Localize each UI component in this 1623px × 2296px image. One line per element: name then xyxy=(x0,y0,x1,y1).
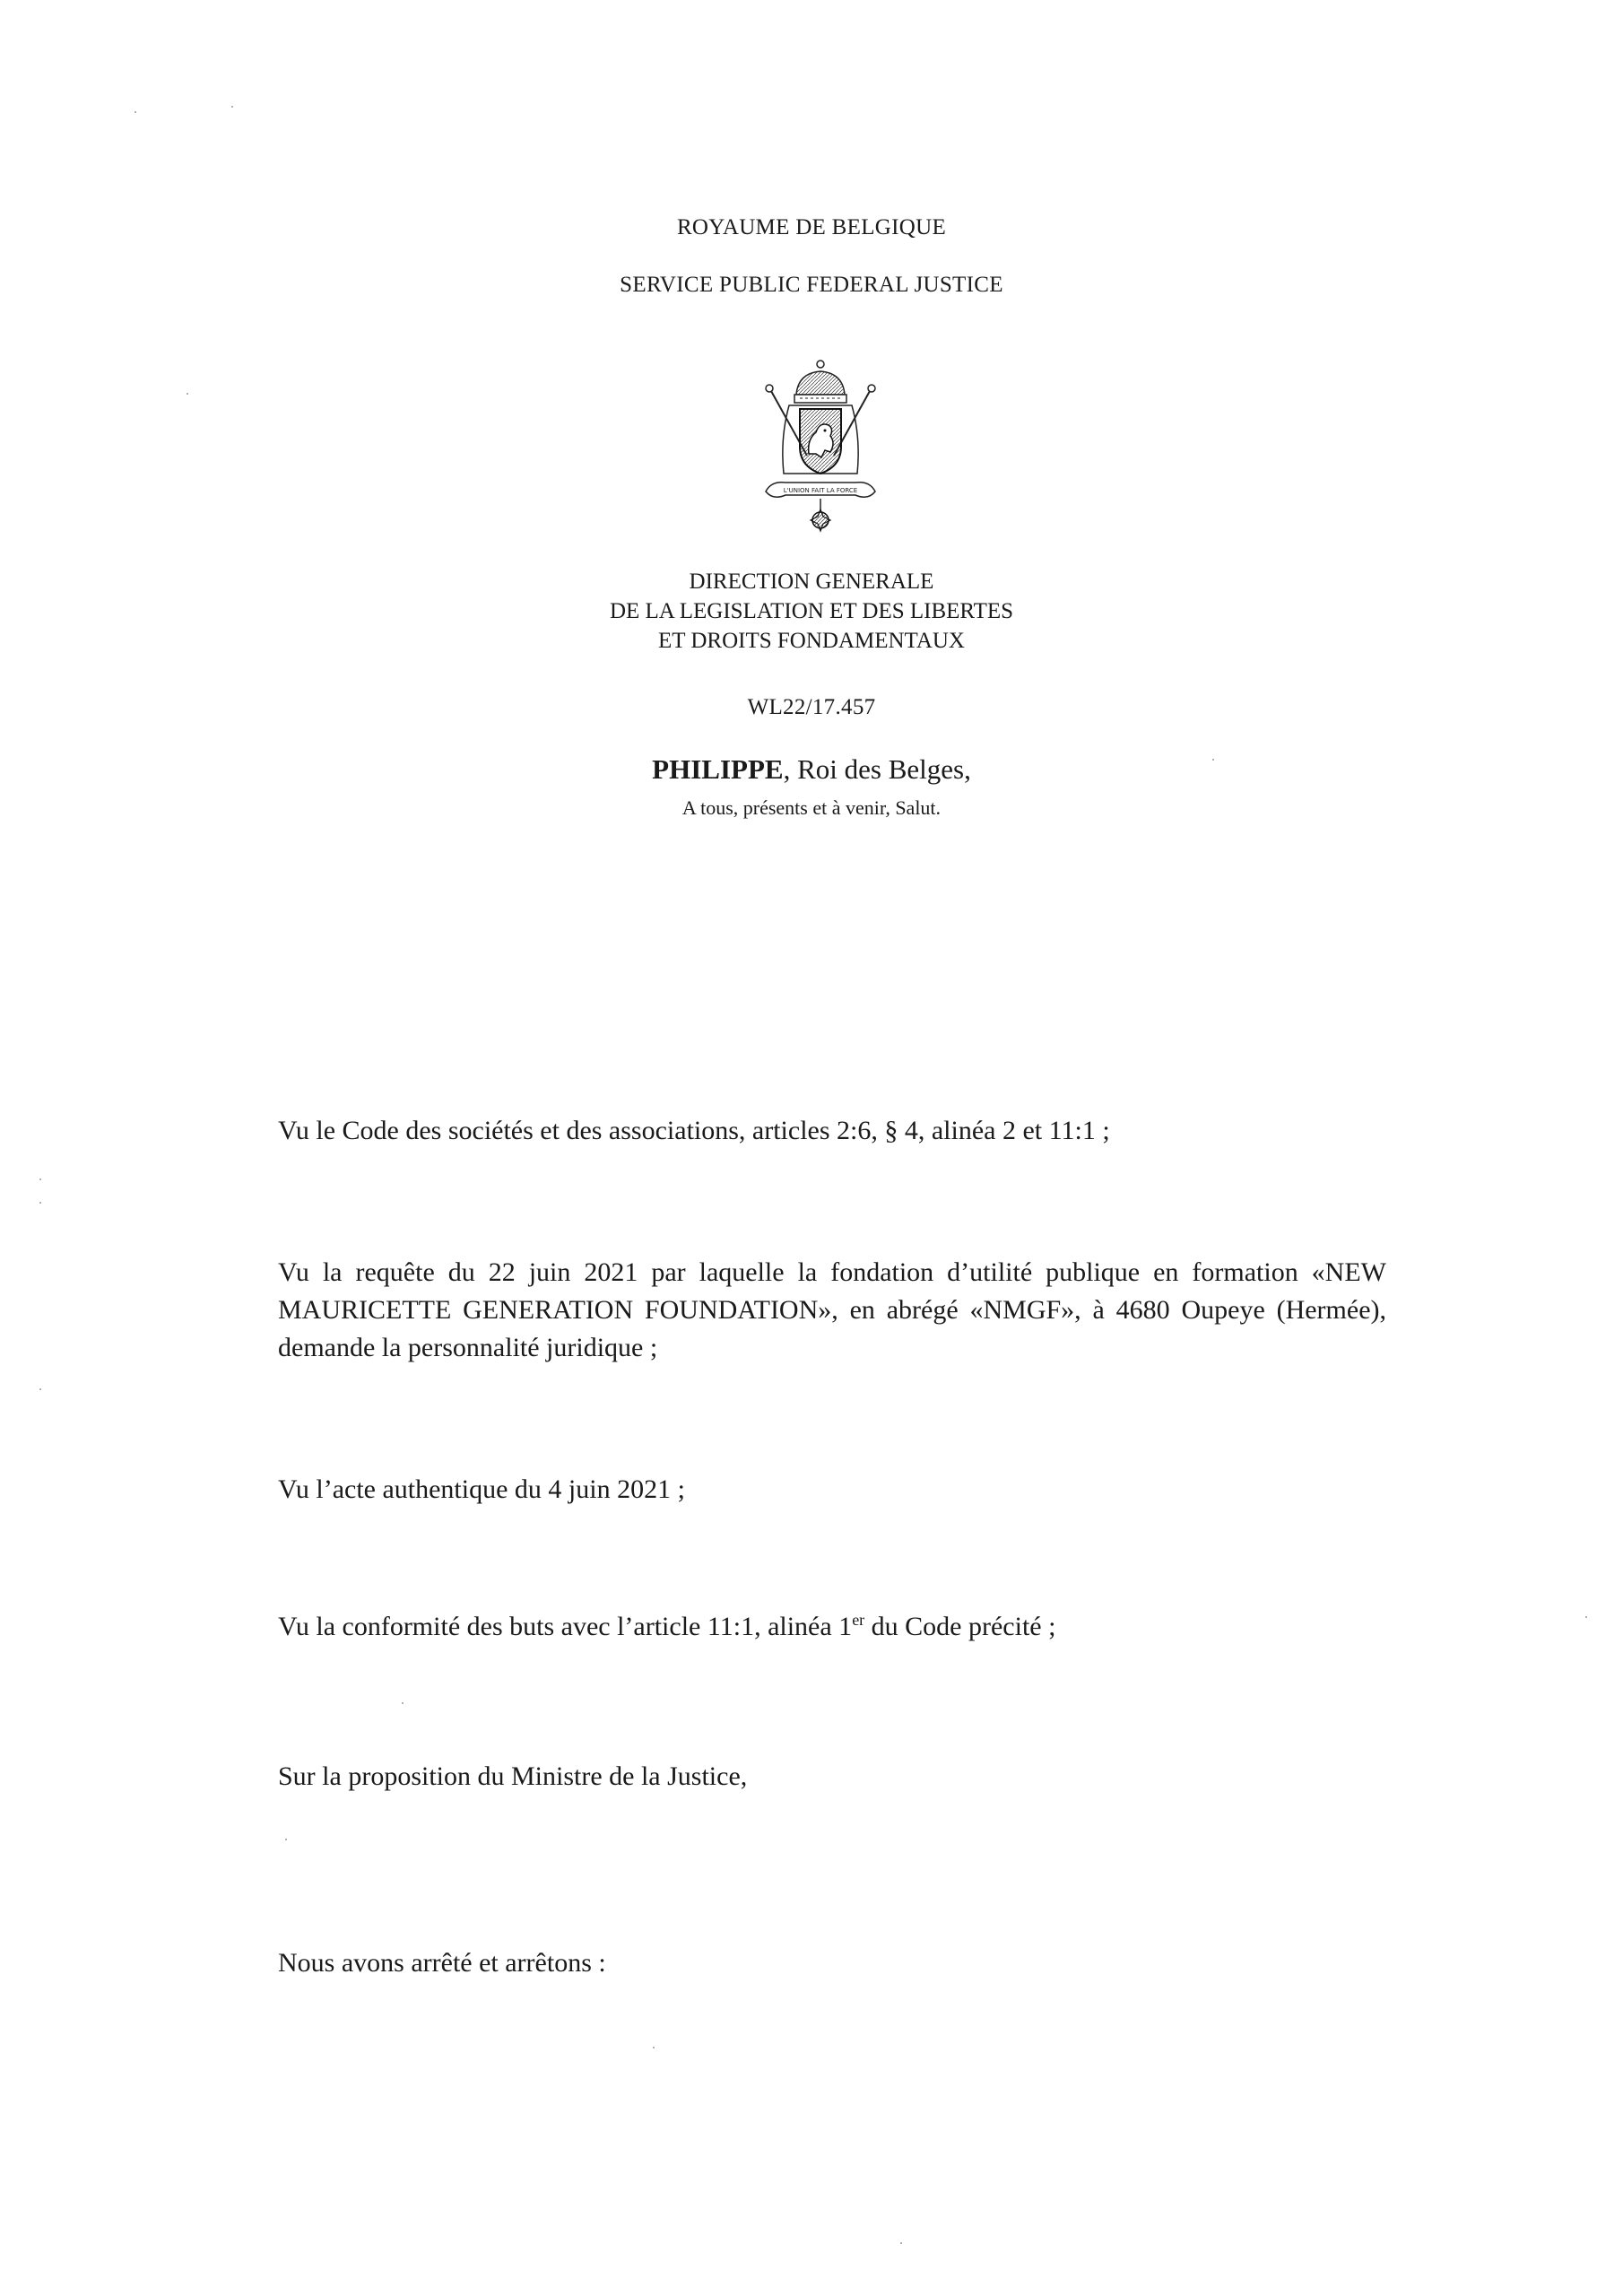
direction-line-2: DE LA LEGISLATION ET DES LIBERTES xyxy=(609,599,1014,623)
consideration-code: Vu le Code des sociétés et des associations, articles 2:6, § 4, alinéa 2 et 11:1 ; xyxy=(278,1116,1110,1145)
consideration-request: Vu la requête du 22 juin 2021 par laquelle la fondation d’utilité publique en formation «NEW MAURICETTE GENERATION FOUNDATION», en abrégé «NMGF», à 4680 Oupeye (Hermée), demande la personnalité juridique ; xyxy=(278,1257,1386,1362)
conformity-text-end: du Code précité ; xyxy=(864,1612,1056,1641)
kingdom-heading: ROYAUME DE BELGIQUE xyxy=(676,215,947,239)
reference-number: WL22/17.457 xyxy=(747,695,876,719)
salutation: A tous, présents et à venir, Salut. xyxy=(681,796,942,819)
consideration-deed: Vu l’acte authentique du 4 juin 2021 ; xyxy=(278,1474,685,1504)
direction-block xyxy=(0,567,1623,656)
direction-line-3: ET DROITS FONDAMENTAUX xyxy=(658,629,965,653)
consideration-conformity xyxy=(278,1608,1386,1646)
proposal-line: Sur la proposition du Ministre de la Justice, xyxy=(278,1761,748,1791)
motto-text: L'UNION FAIT LA FORCE xyxy=(783,487,858,494)
decree-line: Nous avons arrêté et arrêtons : xyxy=(278,1948,606,1978)
king-title: , Roi des Belges, xyxy=(783,753,971,785)
king-name: PHILIPPE xyxy=(652,753,784,785)
service-heading: SERVICE PUBLIC FEDERAL JUSTICE xyxy=(620,273,1003,297)
king-line xyxy=(0,753,1623,786)
conformity-text: Vu la conformité des buts avec l’article 11:1, alinéa 1 xyxy=(278,1612,853,1641)
coat-of-arms-icon xyxy=(753,357,888,536)
direction-line-1: DIRECTION GENERALE xyxy=(689,570,934,594)
conformity-superscript: er xyxy=(852,1611,865,1629)
